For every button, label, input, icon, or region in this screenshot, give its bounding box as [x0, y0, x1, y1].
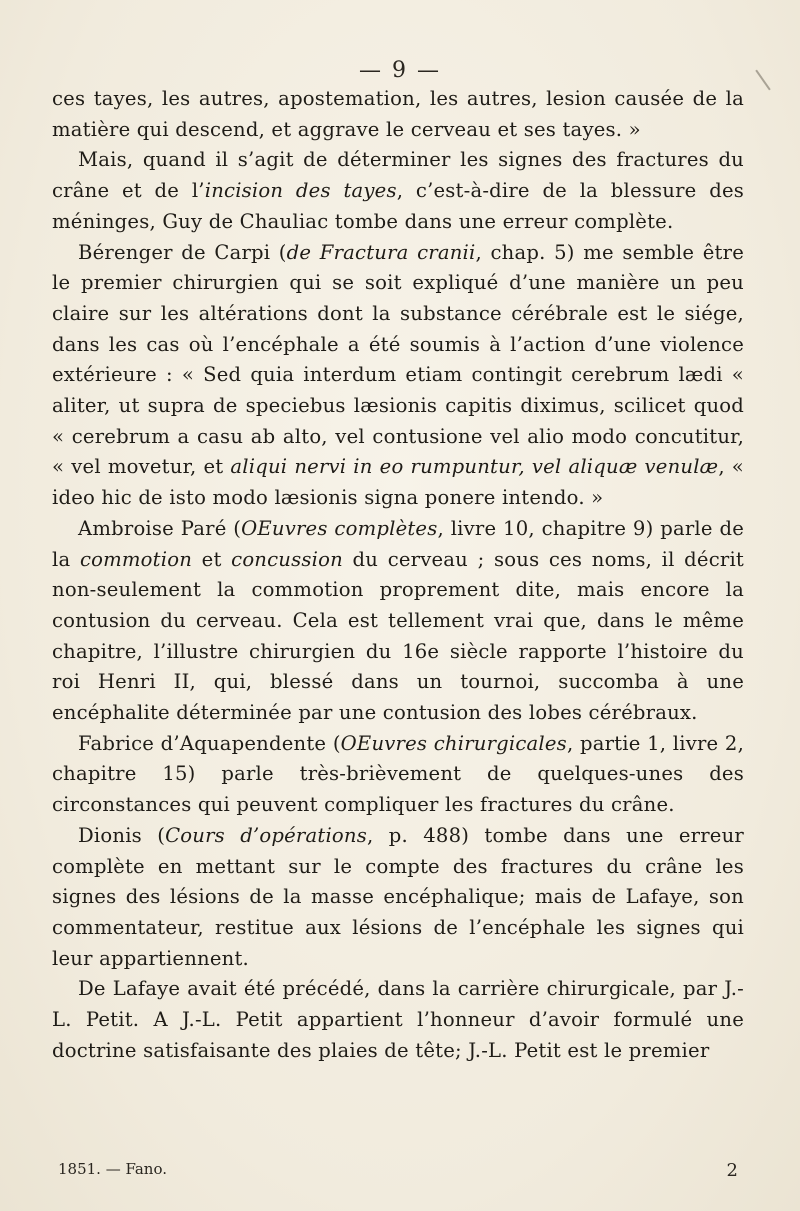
text-run: , livre 10, chapitre 9) parle de la	[52, 516, 745, 571]
text-run: Ambroise Paré (	[78, 516, 242, 540]
italic-text: incision des tayes	[204, 179, 397, 203]
printer-signature: 1851. — Fano.	[58, 1160, 168, 1178]
text-run: Fabrice d’Aquapendente (	[78, 731, 341, 755]
italic-text: OEuvres chirurgicales	[340, 731, 567, 755]
text-run: du cerveau ; sous ces noms, il décrit non-seulement la commotion proprement dite, mais encore la contusion du cerveau. Cela est tellement vrai que, dans le même chapitre, l’illustre chirurgien du 16e siècle rapporte l’histoire du roi Henri II, qui, blessé dans un tournoi, succomba à une encéphalite déterminée par une contusion des lobes cérébraux.	[52, 547, 745, 725]
text-run: , partie 1, livre 2, chapitre 15) parle très-brièvement de quelques-unes des circonstances qui peuvent compliquer les fractures du crâne.	[52, 731, 745, 817]
text-run: Dionis (	[78, 823, 166, 847]
italic-text: concussion	[231, 547, 343, 571]
italic-text: commotion	[79, 547, 193, 571]
paragraph	[52, 514, 744, 729]
italic-text: OEuvres complètes	[241, 516, 438, 540]
paragraph	[52, 821, 744, 975]
italic-text: aliqui nervi in eo rumpuntur, vel aliquæ venulæ	[230, 455, 719, 479]
text-run: Bérenger de Carpi (	[78, 240, 287, 264]
text-run: , c’est-à-dire de la blessure des méninges, Guy de Chauliac tombe dans une erreur complète.	[52, 179, 745, 233]
paragraph: ces tayes, les autres, apostemation, les autres, lesion causée de la matière qui descend, et aggrave le cerveau et ses tayes. »	[52, 87, 744, 141]
text-run: , chap. 5) me semble être le premier chirurgien qui se soit expliqué d’une manière un peu claire sur les altérations dont la substance cérébrale est le siége, dans les cas où l’encéphale a été soumis à l’action d’une violence extérieure : « Sed quia interdum etiam contingit cerebrum lædi « aliter, ut supra de speciebus læsionis capitis diximus, scilicet quod « cerebrum a casu ab alto, vel contusione vel alio modo concutitur, « vel movetur, et	[52, 240, 744, 479]
paragraph	[52, 729, 744, 821]
paragraph	[52, 145, 744, 237]
italic-text: de Fractura cranii	[286, 240, 476, 264]
text-run: Mais, quand il s’agit de déterminer les signes des fractures du crâne et de l’	[52, 148, 744, 203]
text-run: , p. 488) tombe dans une erreur complète en mettant sur le compte des fractures du crâne les signes des lésions de la masse encéphalique; mais de Lafaye, son commentateur, restitue aux lésions de l’encéphale les signes qui leur appartiennent.	[52, 823, 744, 970]
paragraph	[52, 238, 744, 514]
sheet-number: 2	[726, 1160, 738, 1181]
text-run: et	[192, 547, 232, 571]
body-text	[52, 84, 744, 1067]
italic-text: Cours d’opérations	[165, 823, 367, 847]
text-run: , « ideo hic de isto modo læsionis signa ponere intendo. »	[52, 455, 744, 510]
paragraph: De Lafaye avait été précédé, dans la carrière chirurgicale, par J.-L. Petit. A J.-L. Petit appartient l’honneur d’avoir formulé une doctrine satisfaisante des plaies de tête; J.-L. Petit est le premier	[52, 977, 744, 1062]
page-number: — 9 —	[359, 58, 441, 83]
